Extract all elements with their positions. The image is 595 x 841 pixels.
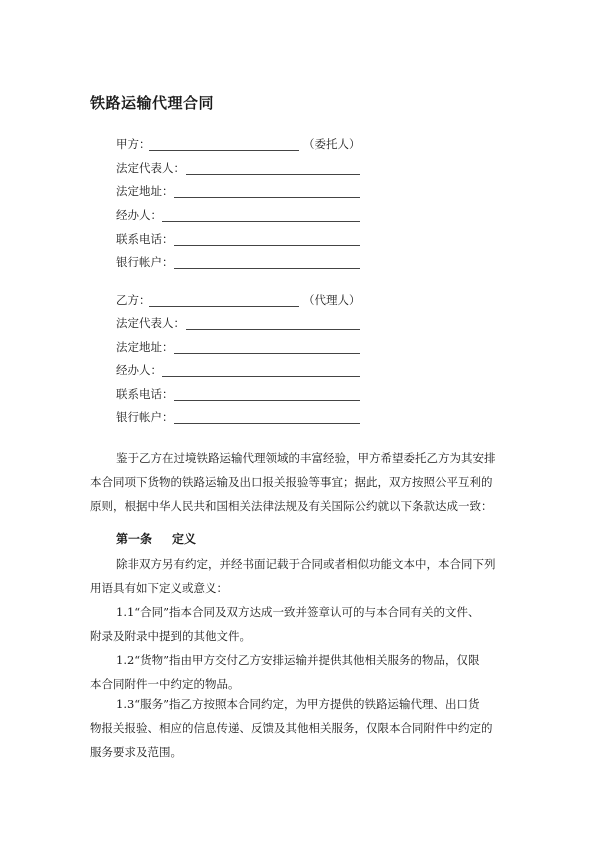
party-b-agent-blank [162,376,360,377]
party-b-bank-label: 银行帐户： [116,410,174,424]
party-b-address-blank [174,353,360,354]
party-a-representative-label: 法定代表人： [116,161,185,175]
party-a-label: 甲方： [116,137,151,151]
article-1-intro [90,552,510,600]
party-b-name-blank [149,306,299,307]
party-b-role: （代理人） [303,293,361,307]
preamble-line: 本合同项下货物的铁路运输及出口报关报验等事宜；据此，双方按照公平互利的 [90,475,493,489]
party-b-representative-field [116,314,185,332]
party-b-phone-field [116,385,174,403]
clause-1-2 [90,648,510,696]
party-b-agent-label: 经办人： [116,363,162,377]
party-a-agent-label: 经办人： [116,208,162,222]
preamble-line: 原则，根据中华人民共和国相关法律法规及有关国际公约就以下条款达成一致： [90,499,493,513]
clause-1-3 [90,692,510,764]
party-b-name-field [116,291,361,309]
party-b-label: 乙方： [116,293,151,307]
party-a-role: （委托人） [303,137,361,151]
party-a-bank-label: 银行帐户： [116,255,174,269]
article-1-name: 定义 [172,532,197,546]
party-b-address-field [116,338,174,356]
clause-1-2-line: 本合同附件一中约定的物品。 [90,677,240,691]
article-1-intro-line: 除非双方另有约定，并经书面记载于合同或者相似功能文本中，本合同下列 [116,557,496,571]
party-b-bank-field [116,408,174,426]
clause-1-2-line: 1.2“货物”指由甲方交付乙方安排运输并提供其他相关服务的物品，仅限 [116,653,480,667]
clause-1-3-line: 服务要求及范围。 [90,745,182,759]
party-a-address-label: 法定地址： [116,184,174,198]
party-a-phone-blank [174,245,360,246]
party-b-bank-blank [174,423,360,424]
article-1-number: 第一条 [116,532,153,546]
party-a-phone-field [116,230,174,248]
party-b-representative-label: 法定代表人： [116,316,185,330]
clause-1-3-line: 物报关报验、相应的信息传递、反馈及其他相关服务，仅限本合同附件中约定的 [90,721,493,735]
document-title: 铁路运输代理合同 [90,94,215,112]
preamble-paragraph [90,446,510,518]
party-a-bank-field [116,253,174,271]
clause-1-1 [90,600,510,648]
clause-1-1-line: 1.1“合同”指本合同及双方达成一致并签章认可的与本合同有关的文件、 [116,605,480,619]
party-b-representative-blank [186,329,360,330]
party-a-representative-field [116,159,185,177]
preamble-line: 鉴于乙方在过境铁路运输代理领域的丰富经验，甲方希望委托乙方为其安排 [116,451,496,465]
article-1-intro-line: 用语具有如下定义或意义： [90,581,228,595]
clause-1-3-line: 1.3“服务”指乙方按照本合同约定，为甲方提供的铁路运输代理、出口货 [116,697,480,711]
party-a-agent-field [116,206,162,224]
party-a-address-blank [174,197,360,198]
party-b-address-label: 法定地址： [116,340,174,354]
party-a-phone-label: 联系电话： [116,232,174,246]
party-a-representative-blank [186,174,360,175]
party-a-bank-blank [174,268,360,269]
party-a-name-blank [149,150,299,151]
party-a-name-field [116,135,361,153]
article-1-heading [116,530,196,547]
party-a-address-field [116,182,174,200]
clause-1-1-line: 附录及附录中提到的其他文件。 [90,629,251,643]
party-a-agent-blank [162,221,360,222]
party-b-phone-blank [174,400,360,401]
party-b-phone-label: 联系电话： [116,387,174,401]
party-b-agent-field [116,361,162,379]
